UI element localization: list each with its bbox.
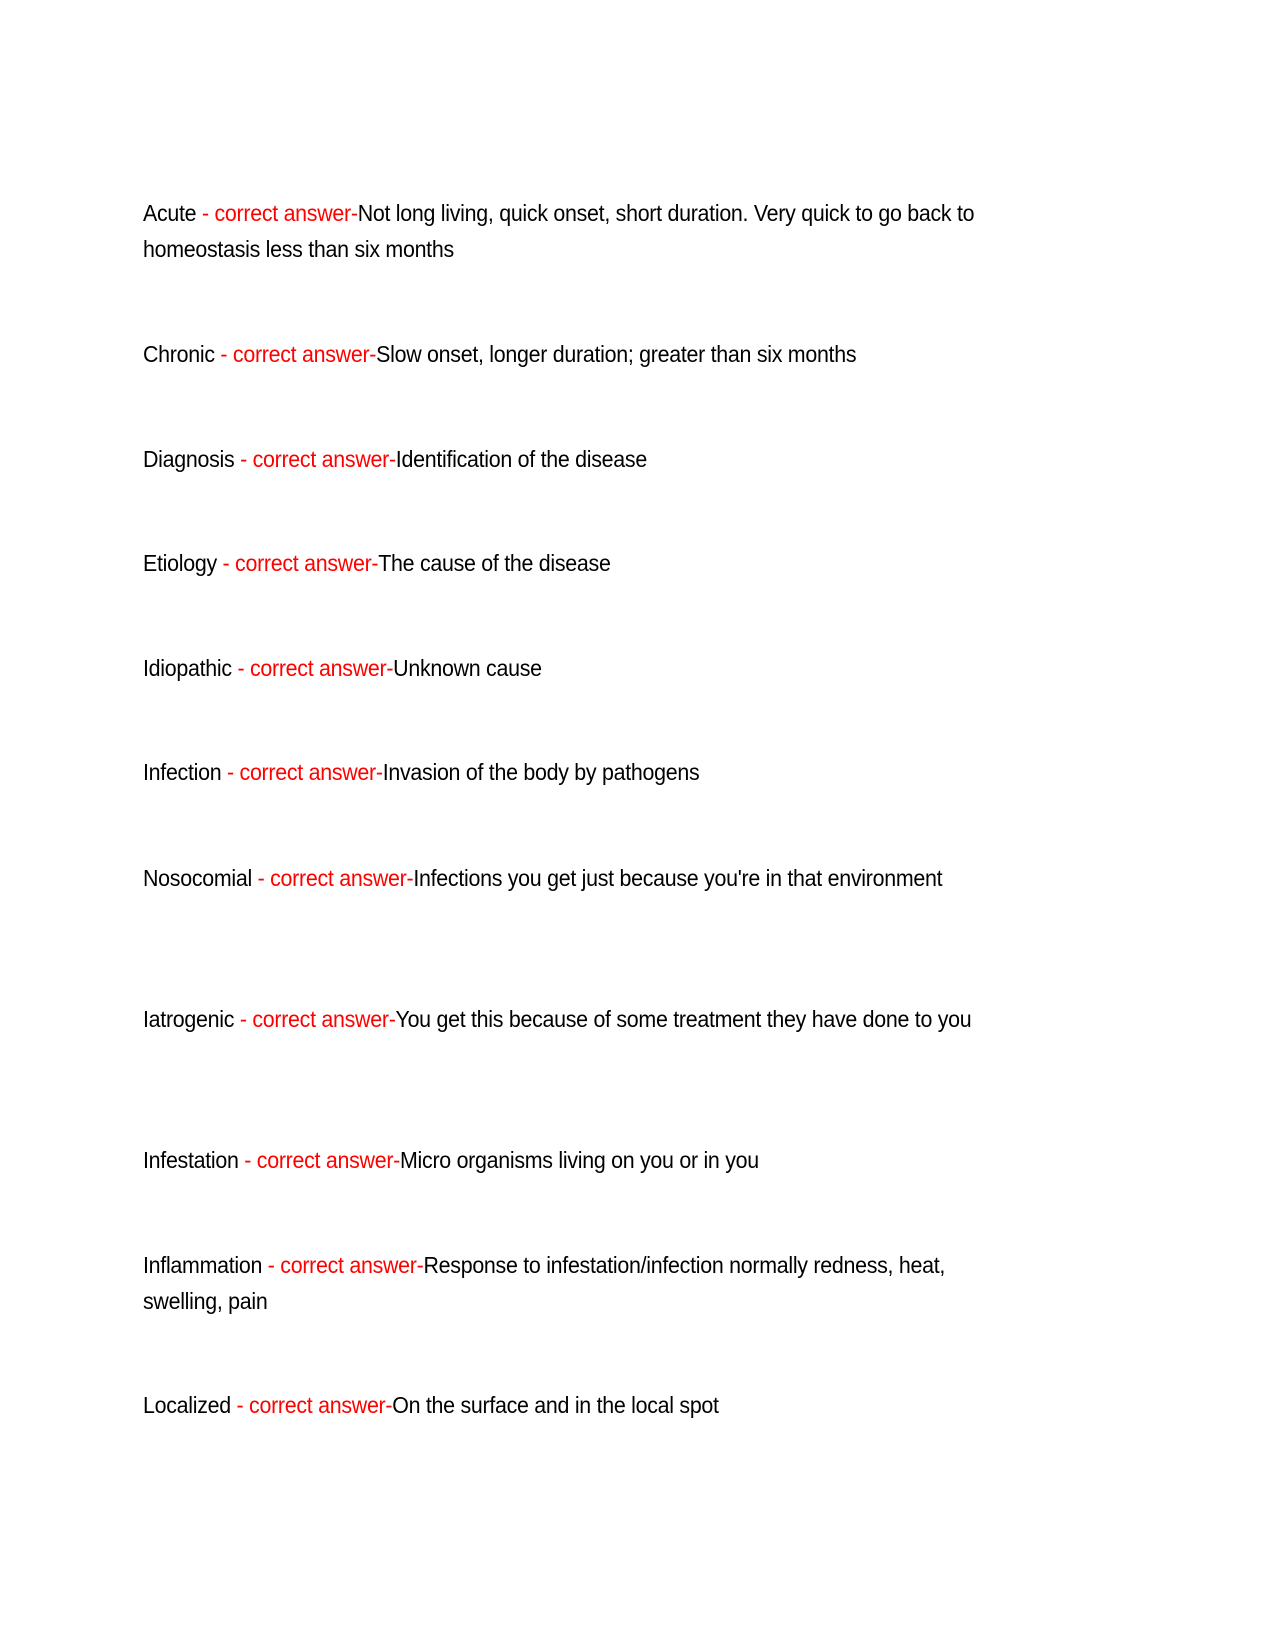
answer-separator: - correct answer- — [230, 1392, 393, 1418]
answer-separator: - correct answer- — [238, 1147, 401, 1173]
entry-idiopathic — [143, 650, 1036, 686]
entry-localized — [143, 1387, 1036, 1423]
definition: Slow onset, longer duration; greater than six months — [376, 341, 857, 367]
definition: The cause of the disease — [378, 550, 611, 576]
term: Acute — [143, 200, 197, 226]
answer-separator: - correct answer- — [216, 550, 379, 576]
term: Diagnosis — [143, 446, 235, 472]
answer-separator: - correct answer- — [214, 341, 377, 367]
term: Infestation — [143, 1147, 239, 1173]
term: Infection — [143, 759, 222, 785]
answer-separator: - correct answer- — [251, 865, 414, 891]
entry-diagnosis — [143, 441, 1036, 477]
term: Nosocomial — [143, 865, 252, 891]
definition: Identification of the disease — [395, 446, 647, 472]
definition: Not long living, quick onset, short duration. Very quick to go back to homeostasis less than six months — [143, 200, 975, 262]
term: Idiopathic — [143, 655, 232, 681]
entry-acute — [143, 195, 1054, 267]
definition: Micro organisms living on you or in you — [400, 1147, 759, 1173]
definition: Unknown cause — [393, 655, 542, 681]
answer-separator: - correct answer- — [262, 1252, 424, 1278]
entry-infestation — [143, 1142, 1036, 1178]
term: Inflammation — [143, 1252, 263, 1278]
term: Localized — [143, 1392, 231, 1418]
term: Etiology — [143, 550, 217, 576]
term: Chronic — [143, 341, 215, 367]
definition: Response to infestation/infection normally redness, heat, swelling, pain — [143, 1252, 946, 1314]
entry-inflammation — [143, 1247, 989, 1319]
answer-separator: - correct answer- — [221, 759, 383, 785]
definition: You get this because of some treatment they have done to you — [395, 1006, 972, 1032]
definition: Invasion of the body by pathogens — [382, 759, 700, 785]
entry-chronic — [143, 336, 1036, 372]
entry-infection — [143, 754, 1036, 790]
answer-separator: - correct answer- — [234, 446, 396, 472]
definition: On the surface and in the local spot — [392, 1392, 719, 1418]
answer-separator: - correct answer- — [234, 1006, 396, 1032]
term: Iatrogenic — [143, 1006, 235, 1032]
definition: Infections you get just because you're in that environment — [413, 865, 943, 891]
answer-separator: - correct answer- — [231, 655, 394, 681]
answer-separator: - correct answer- — [196, 200, 358, 226]
entry-etiology — [143, 545, 1036, 581]
entry-iatrogenic — [143, 1001, 1036, 1037]
entry-nosocomial — [143, 860, 980, 896]
